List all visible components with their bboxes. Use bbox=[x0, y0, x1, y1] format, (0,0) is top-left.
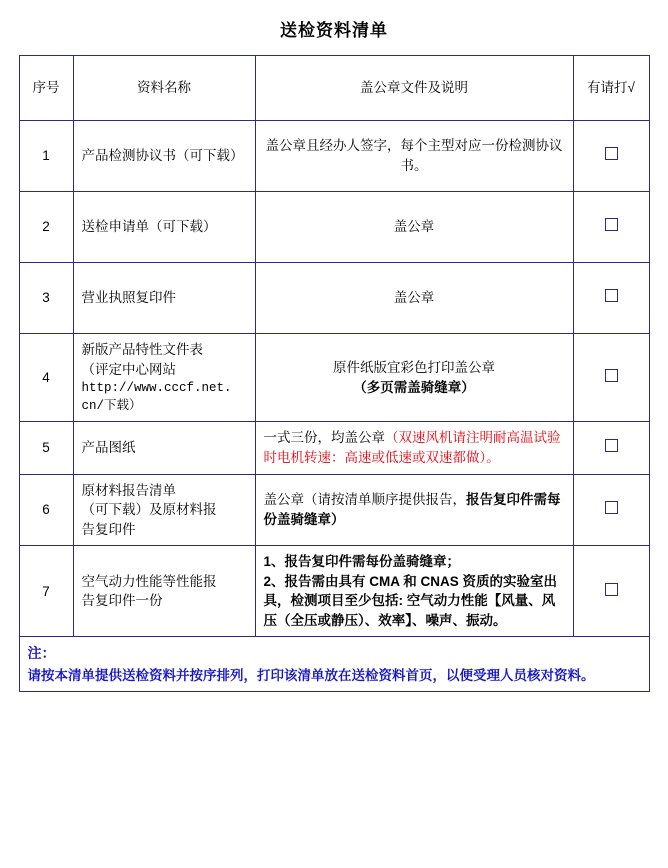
row-number: 5 bbox=[19, 422, 73, 474]
row-material-name-line2: 告复印件一份 bbox=[81, 593, 163, 609]
row-number: 4 bbox=[19, 334, 73, 422]
submission-checklist-table bbox=[19, 55, 650, 692]
table-body bbox=[19, 121, 649, 692]
table-header-row bbox=[19, 56, 649, 121]
row-description-warning: （双速风机请注明耐高温试验时电机转速：高速或低速或双速都做）。 bbox=[263, 430, 561, 465]
row-checkbox-cell[interactable] bbox=[573, 546, 649, 637]
checkbox-icon[interactable] bbox=[605, 369, 618, 382]
row-material-name-line1: 空气动力性能等性能报 bbox=[81, 573, 217, 589]
row-number: 3 bbox=[19, 263, 73, 334]
row-material-name-line3: http://www.cccf.net. bbox=[81, 381, 232, 396]
table-row bbox=[19, 474, 649, 546]
checkbox-icon[interactable] bbox=[605, 501, 618, 514]
row-description: 盖公章 bbox=[255, 192, 573, 263]
column-header-check: 有请打√ bbox=[573, 56, 649, 121]
row-description: 盖公章 bbox=[255, 263, 573, 334]
table-note-row bbox=[19, 637, 649, 692]
column-header-no: 序号 bbox=[19, 56, 73, 121]
row-number: 7 bbox=[19, 546, 73, 637]
row-material-name: 营业执照复印件 bbox=[73, 263, 255, 334]
note-cell bbox=[19, 637, 649, 692]
checkbox-icon[interactable] bbox=[605, 583, 618, 596]
table-row bbox=[19, 422, 649, 474]
row-number: 1 bbox=[19, 121, 73, 192]
table-row bbox=[19, 192, 649, 263]
row-material-name bbox=[73, 474, 255, 546]
document-page bbox=[0, 16, 668, 868]
row-description-item-1: 1、报告复印件需每份盖骑缝章； bbox=[263, 554, 461, 570]
row-description: 盖公章且经办人签字，每个主型对应一份检测协议书。 bbox=[255, 121, 573, 192]
row-checkbox-cell[interactable] bbox=[573, 474, 649, 546]
column-header-desc: 盖公章文件及说明 bbox=[255, 56, 573, 121]
row-material-name-line1: 新版产品特性文件表 bbox=[81, 342, 203, 357]
note-text: 请按本清单提供送检资料并按序排列，打印该清单放在送检资料首页，以便受理人员核对资料。 bbox=[27, 667, 595, 683]
row-description-plain: 盖公章（请按清单顺序提供报告， bbox=[263, 492, 466, 508]
row-checkbox-cell[interactable] bbox=[573, 192, 649, 263]
row-material-name-line3: 告复印件 bbox=[81, 521, 136, 537]
row-material-name: 产品检测协议书（可下载） bbox=[73, 121, 255, 192]
row-material-name-line2: （评定中心网站 bbox=[81, 361, 176, 377]
checkbox-icon[interactable] bbox=[605, 289, 618, 302]
row-description bbox=[255, 422, 573, 474]
table-row bbox=[19, 334, 649, 422]
page-title: 送检资料清单 bbox=[280, 21, 388, 40]
table-row bbox=[19, 263, 649, 334]
row-description bbox=[255, 474, 573, 546]
row-material-name-line2: （可下载）及原材料报 bbox=[81, 502, 217, 518]
row-description-emphasis: 报告复印件需每份盖骑缝章） bbox=[263, 492, 561, 527]
row-description-item-2: 2、报告需由具有 CMA 和 CNAS 资质的实验室出具，检测项目至少包括: 空气动力性能【风量、风压（全压或静压）、效率】、噪声、振动。 bbox=[263, 573, 558, 628]
table-row bbox=[19, 546, 649, 637]
row-number: 6 bbox=[19, 474, 73, 546]
row-checkbox-cell[interactable] bbox=[573, 422, 649, 474]
row-description bbox=[255, 334, 573, 422]
row-description-line1: 原件纸版宜彩色打印盖公章 bbox=[333, 360, 495, 376]
row-material-name: 送检申请单（可下载） bbox=[73, 192, 255, 263]
row-checkbox-cell[interactable] bbox=[573, 263, 649, 334]
note-label: 注： bbox=[27, 645, 56, 662]
row-description-line2: （多页需盖骑缝章） bbox=[353, 379, 475, 395]
row-material-name-line1: 原材料报告清单 bbox=[81, 482, 176, 498]
row-material-name bbox=[73, 546, 255, 637]
row-material-name-line4: cn/下载） bbox=[81, 399, 142, 414]
row-checkbox-cell[interactable] bbox=[573, 334, 649, 422]
row-description bbox=[255, 546, 573, 637]
table-row bbox=[19, 121, 649, 192]
checkbox-icon[interactable] bbox=[605, 439, 618, 452]
row-checkbox-cell[interactable] bbox=[573, 121, 649, 192]
column-header-name: 资料名称 bbox=[73, 56, 255, 121]
row-description-plain: 一式三份，均盖公章 bbox=[263, 430, 385, 446]
table-header bbox=[19, 56, 649, 121]
row-material-name bbox=[73, 334, 255, 422]
checkbox-icon[interactable] bbox=[605, 218, 618, 231]
checkbox-icon[interactable] bbox=[605, 147, 618, 160]
row-material-name: 产品图纸 bbox=[73, 422, 255, 474]
row-number: 2 bbox=[19, 192, 73, 263]
